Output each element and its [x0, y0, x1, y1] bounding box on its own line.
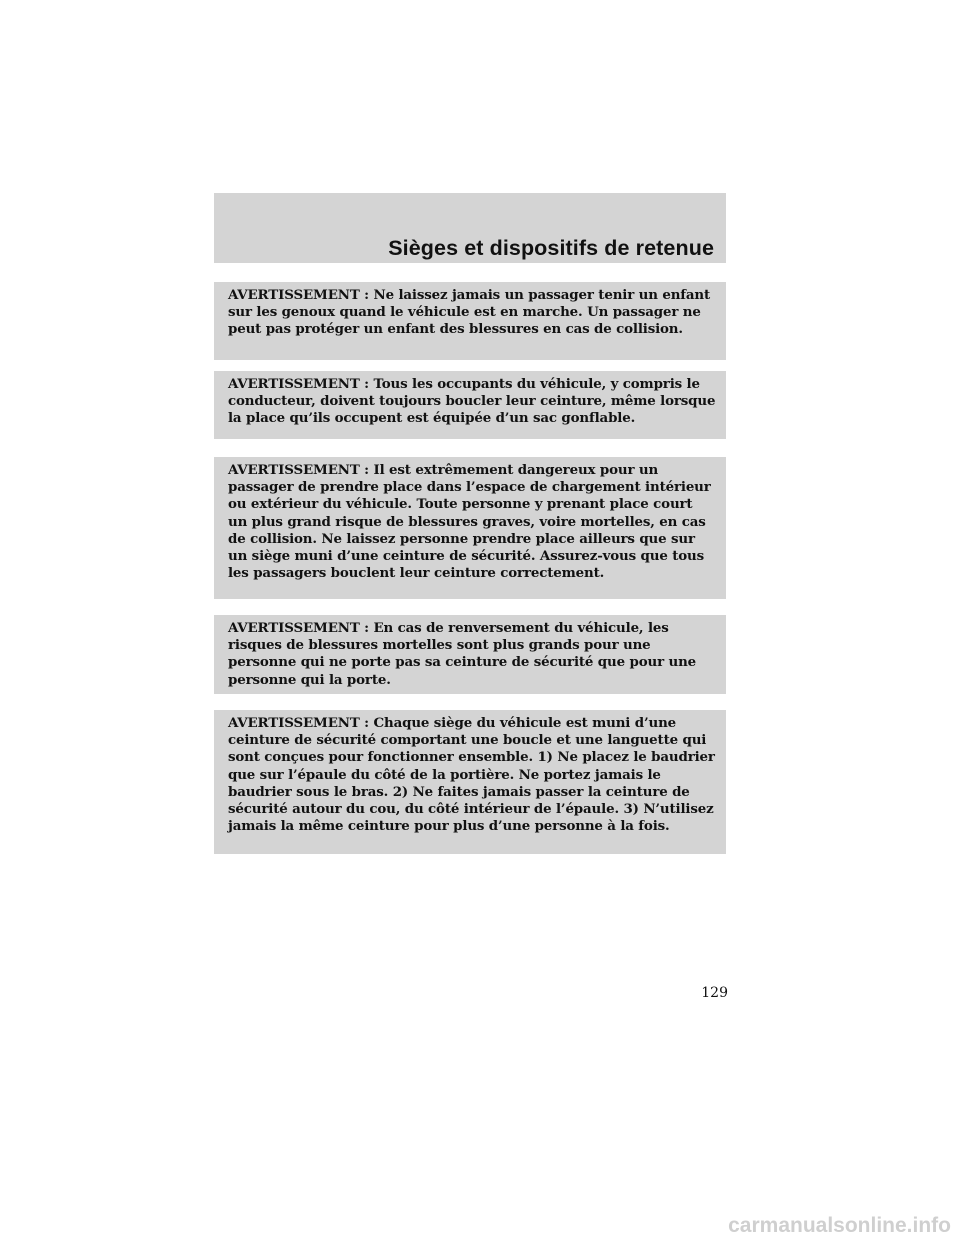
warning-text: AVERTISSEMENT : Tous les occupants du véhicule, y compris le conducteur, doivent toujours boucler leur ceinture, même lorsque la place qu’ils occupent est équipée d’un sac gonflable. [228, 376, 716, 427]
warning-text: AVERTISSEMENT : Ne laissez jamais un passager tenir un enfant sur les genoux quand le véhicule est en marche. Un passager ne peut pas protéger un enfant des blessures en cas de collision. [228, 287, 711, 338]
page-number: 129 [701, 985, 728, 1001]
warning-box [214, 457, 726, 599]
warning-text: AVERTISSEMENT : Il est extrêmement dangereux pour un passager de prendre place dans l’espace de chargement intérieur ou extérieur du véhicule. Toute personne y prenant place court un plus grand risque de blessures graves, voire mortelles, en cas de collision. Ne laissez personne prendre place ailleurs que sur un siège muni d’une ceinture de sécurité. Assurez-vous que tous les passagers bouclent leur ceinture correctement. [228, 462, 711, 582]
warning-text: AVERTISSEMENT : Chaque siège du véhicule est muni d’une ceinture de sécurité comportant une boucle et une languette qui sont conçues pour fonctionner ensemble. 1) Ne placez le baudrier que sur l’épaule du côté de la portière. Ne portez jamais le baudrier sous le bras. 2) Ne faites jamais passer la ceinture de sécurité autour du cou, du côté intérieur de l’épaule. 3) N’utilisez jamais la même ceinture pour plus d’une personne à la fois. [228, 715, 715, 835]
warning-box [214, 615, 726, 694]
section-header [214, 193, 726, 263]
warning-text: AVERTISSEMENT : En cas de renversement du véhicule, les risques de blessures mortelles sont plus grands pour une personne qui ne porte pas sa ceinture de sécurité que pour une personne qui la porte. [228, 620, 697, 688]
warning-box [214, 710, 726, 854]
section-title: Sièges et dispositifs de retenue [388, 236, 714, 260]
warning-box [214, 371, 726, 439]
watermark: carmanualsonline.info [728, 1214, 951, 1237]
warning-box [214, 282, 726, 360]
